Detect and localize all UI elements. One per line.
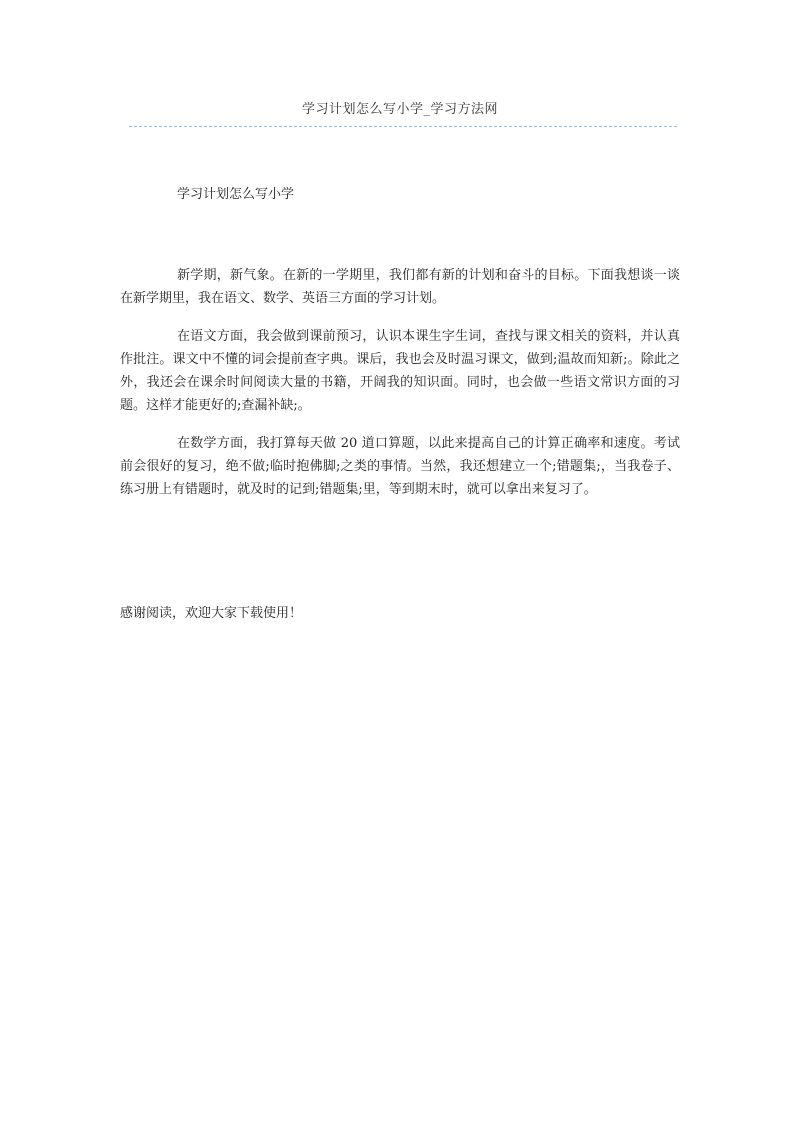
- closing-note: 感谢阅读，欢迎大家下载使用！: [120, 606, 303, 621]
- paragraph-math: 在数学方面，我打算每天做 20 道口算题，以此来提高自己的计算正确率和速度。考试前会很好的复习，绝不做;临时抱佛脚;之类的事情。当然，我还想建立一个;错题集;，当我卷子、练习册上有错题时，就及时的记到;错题集;里，等到期末时，就可以拿出来复习了。: [120, 436, 680, 497]
- document-title: 学习计划怎么写小学: [177, 187, 295, 202]
- paragraph-chinese: 在语文方面，我会做到课前预习，认识本课生字生词，查找与课文相关的资料，并认真作批注。课文中不懂的词会提前查字典。课后，我也会及时温习课文，做到;温故而知新;。除此之外，我还会在课余时间阅读大量的书籍，开阔我的知识面。同时，也会做一些语文常识方面的习题。这样才能更好的;查漏补缺;。: [120, 329, 680, 413]
- page-header-title: 学习计划怎么写小学_学习方法网: [301, 102, 498, 117]
- paragraph-intro: 新学期，新气象。在新的一学期里，我们都有新的计划和奋斗的目标。下面我想谈一谈在新学期里，我在语文、数学、英语三方面的学习计划。: [120, 268, 680, 306]
- header-divider: [129, 126, 677, 127]
